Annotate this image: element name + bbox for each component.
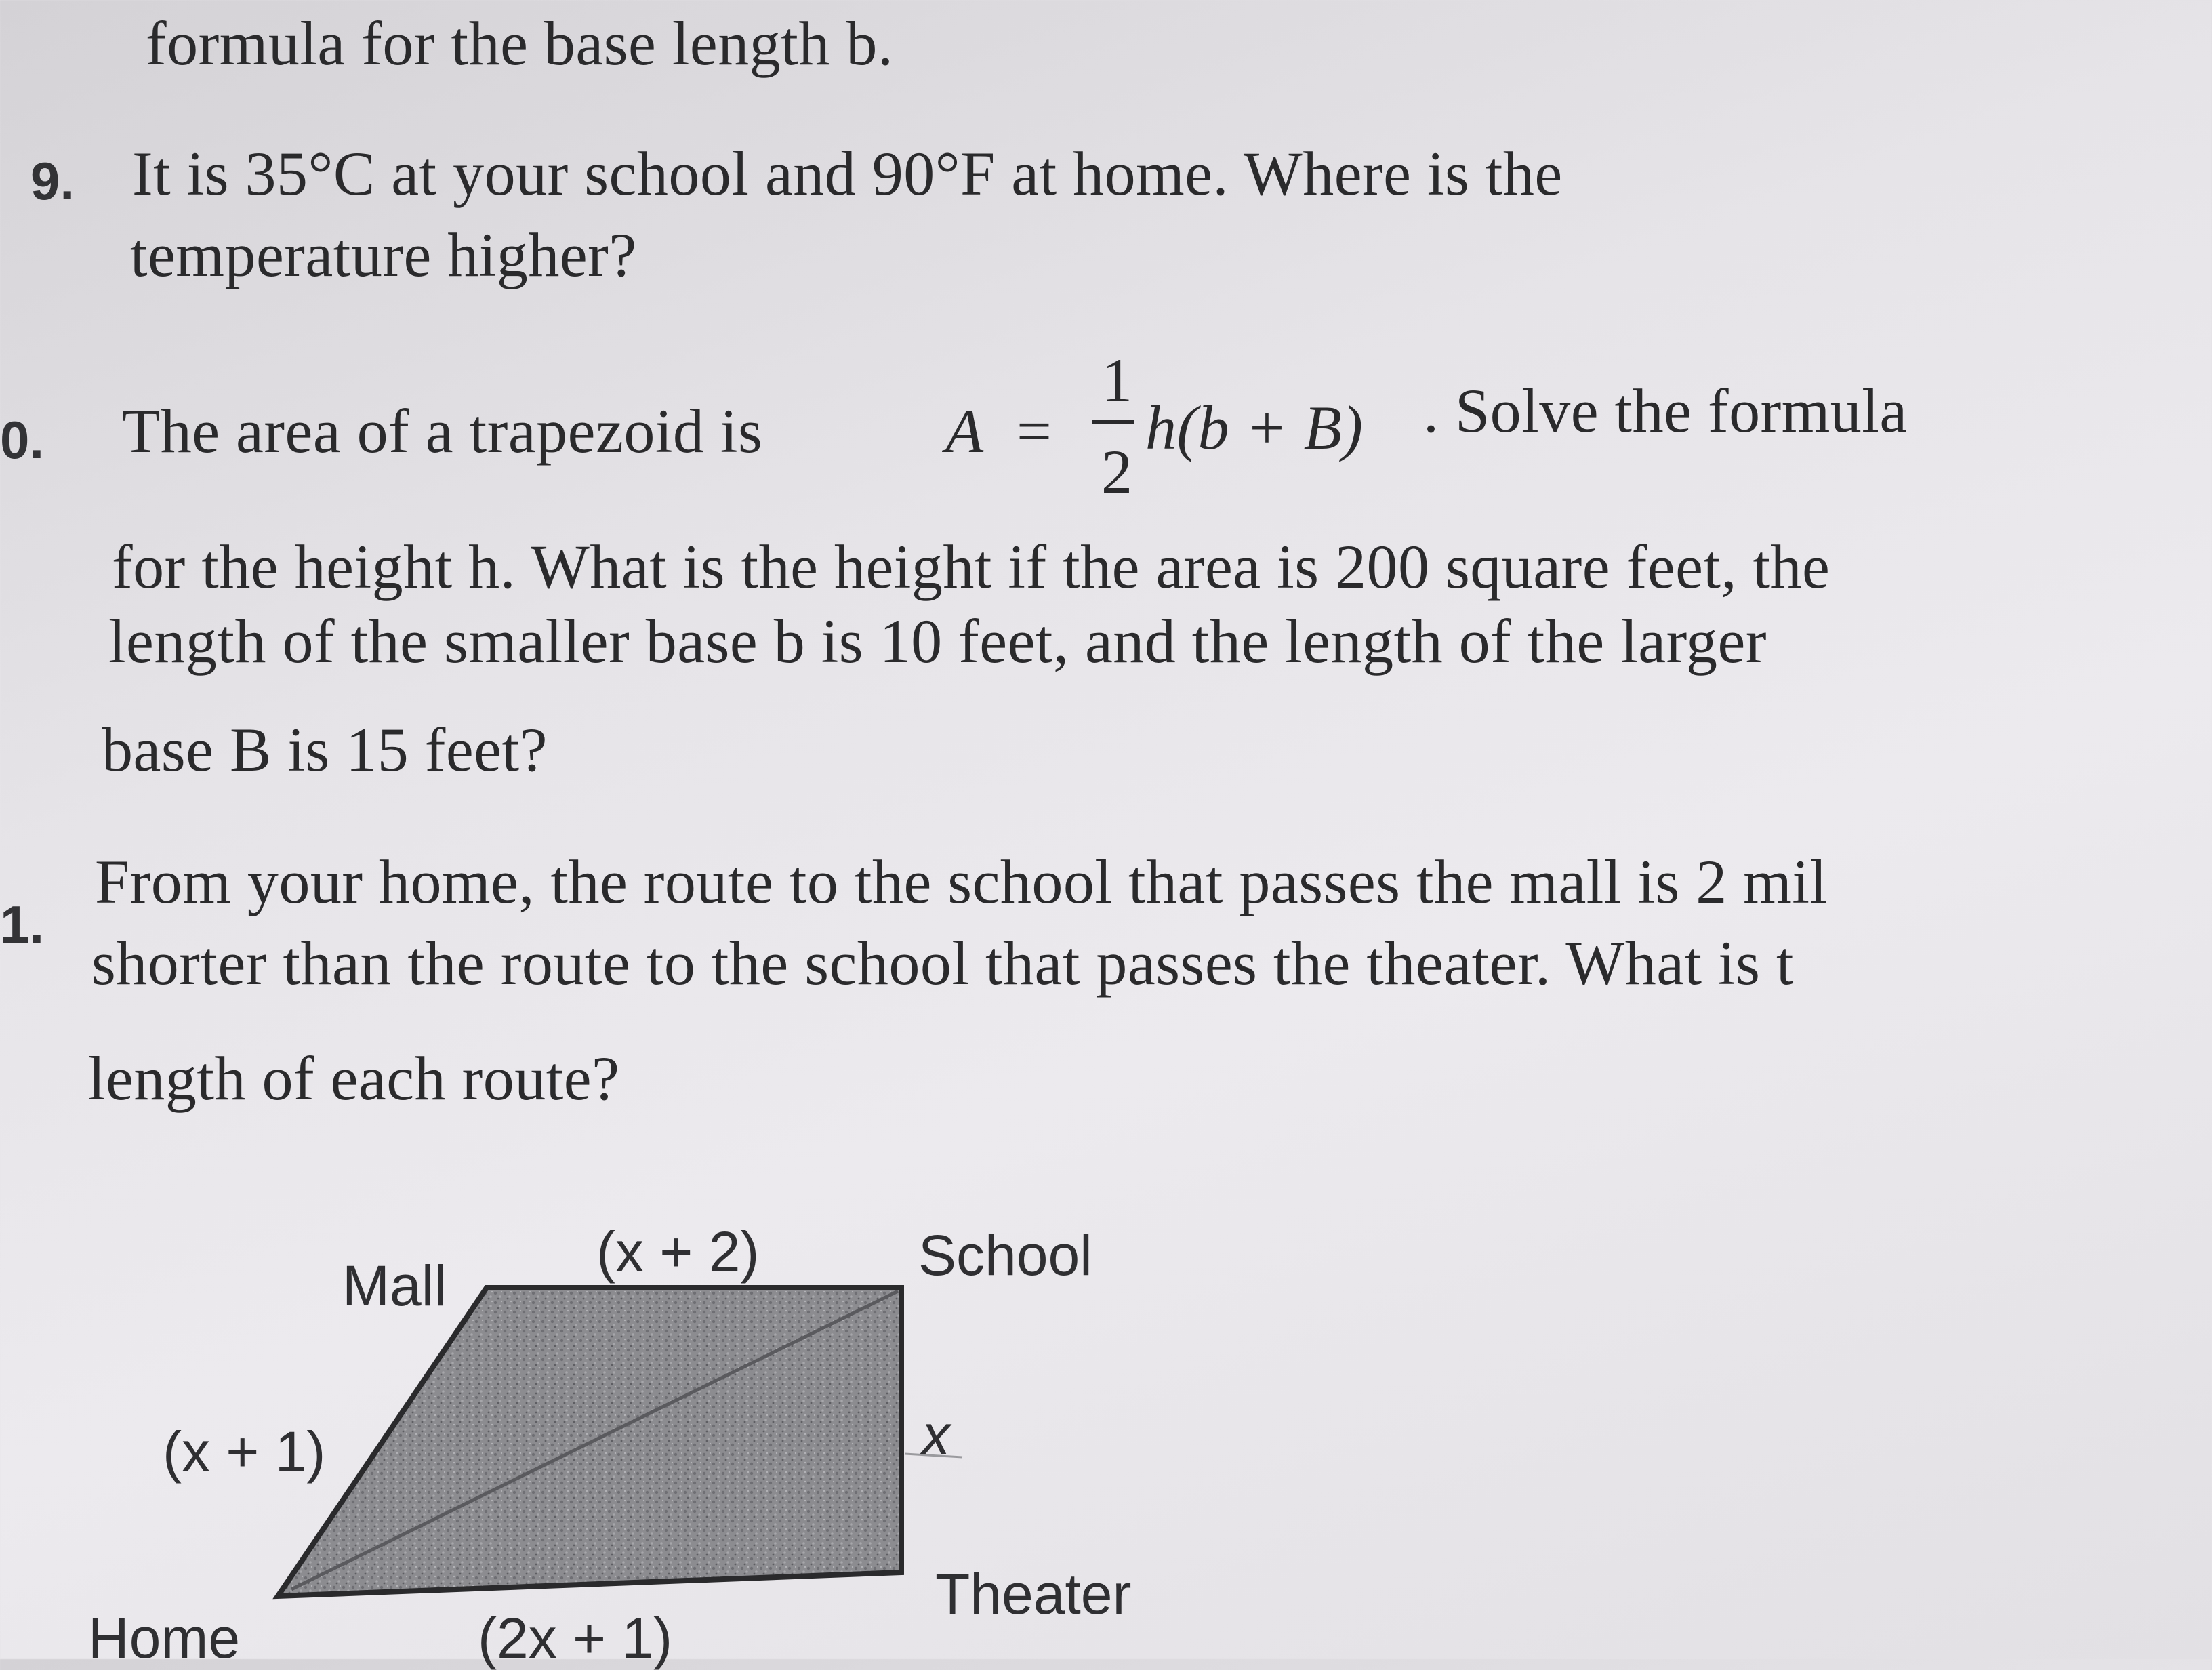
question-11-line-1: From your home, the route to the school that passes the mall is 2 mil [95,847,1828,916]
question-9-line-1: It is 35°C at your school and 90°F at home. Where is the [132,139,1563,208]
mall-label: Mall [342,1254,447,1318]
question-9-number: 9. [30,151,75,211]
theater-label: Theater [935,1562,1132,1626]
question-8-tail-text: formula for the base length b. [146,9,894,78]
right-side-label-text: x [922,1403,950,1467]
fraction-numerator: 1 [1101,346,1132,415]
question-10-line-3: length of the smaller base b is 10 feet, and the length of the larger [108,607,1767,676]
question-10-line-1b: . Solve the formula [1423,376,1908,445]
question-11-line-3: length of each route? [88,1044,620,1113]
question-10-number: 0. [0,410,45,470]
formula-expression: h(b + B) [1145,393,1364,462]
question-11-line-2: shorter than the route to the school that passes the theater. What is t [91,929,1795,998]
question-9-line-2: temperature higher? [130,220,637,289]
right-side-label [922,1403,950,1467]
question-10-line-2: for the height h. What is the height if the area is 200 square feet, the [112,532,1830,601]
left-side-label: (x + 1) [163,1420,326,1484]
formula-variable-A: A [945,396,984,466]
top-side-label: (x + 2) [596,1220,760,1284]
bottom-side-label: (2x + 1) [478,1606,673,1670]
question-10-line-1a: The area of a trapezoid is [122,396,763,466]
fraction-denominator: 2 [1101,437,1132,506]
question-10-equals: = [1017,396,1052,466]
question-11-number: 1. [0,895,45,954]
home-label: Home [88,1606,241,1670]
school-label: School [918,1223,1092,1287]
question-10-line-4: base B is 15 feet? [102,715,548,784]
